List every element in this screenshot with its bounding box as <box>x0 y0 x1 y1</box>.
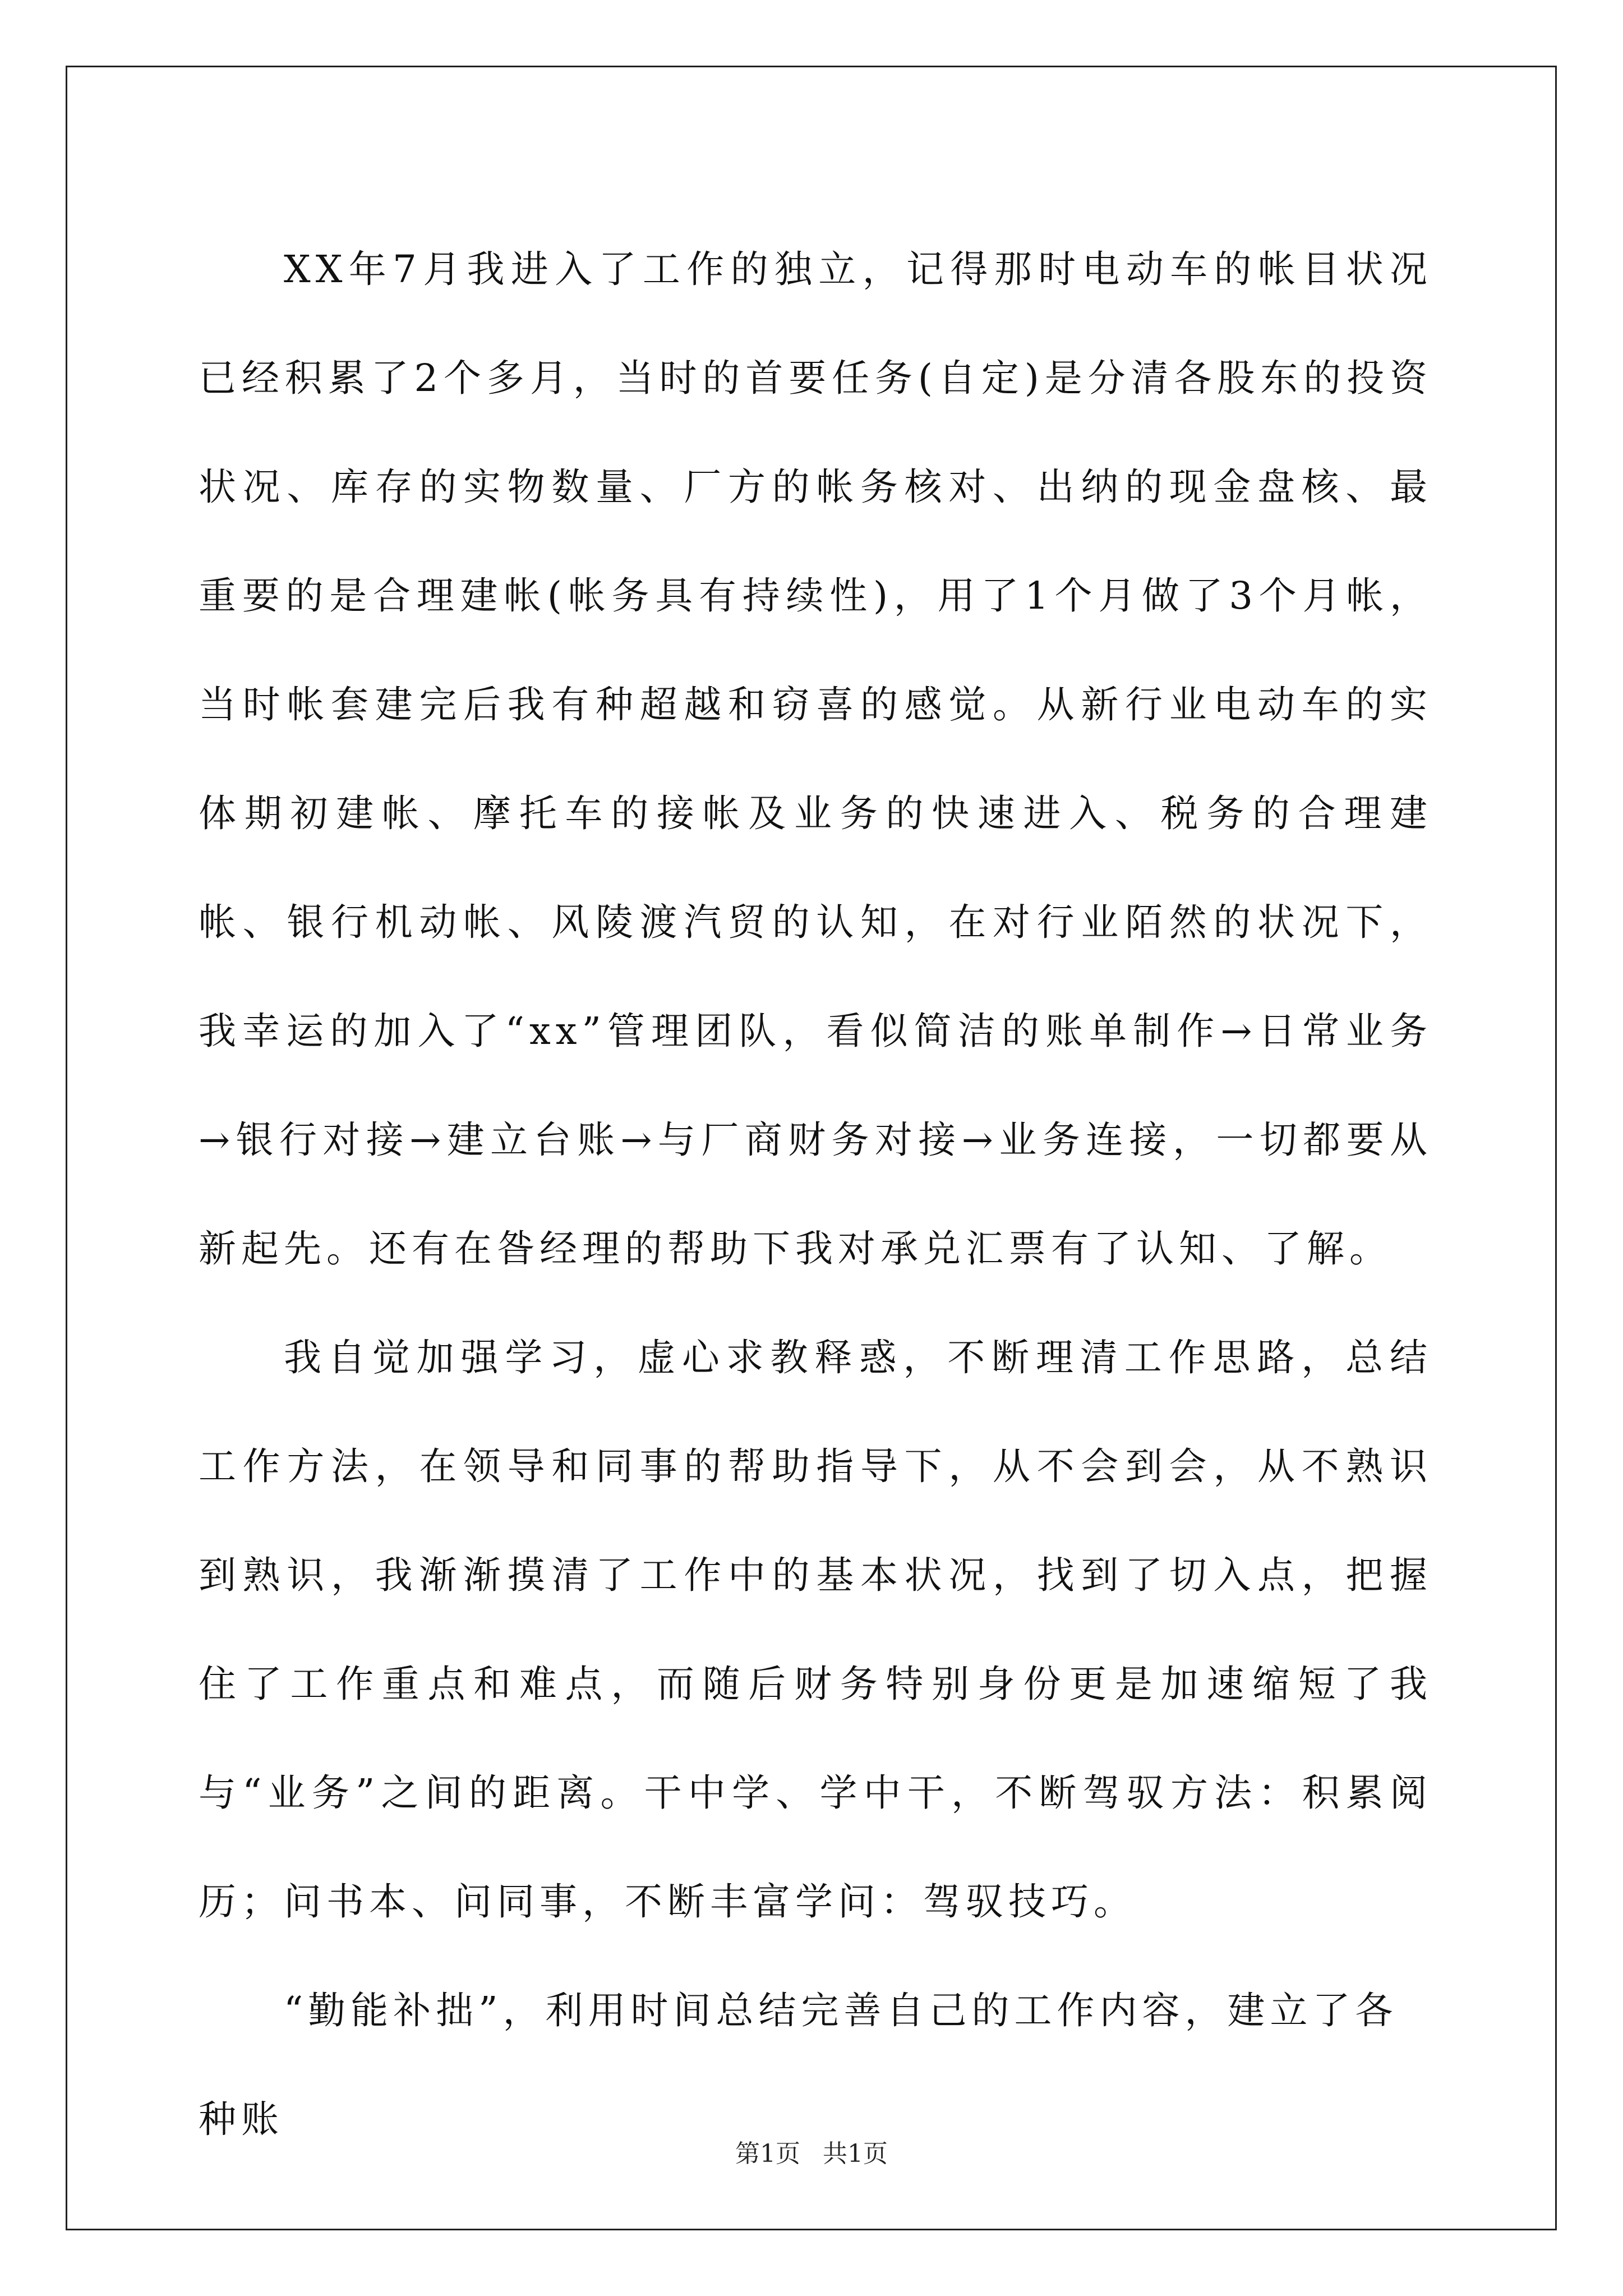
page-number: 第1页 <box>735 2139 800 2168</box>
paragraph-3: “勤能补拙”，利用时间总结完善自己的工作内容，建立了各种账 <box>199 1989 1398 2141</box>
paragraph-2: 我自觉加强学习，虚心求教释惑，不断理清工作思路，总结工作方法，在领导和同事的帮助指导下，从不会到会，从不熟识到熟识，我渐渐摸清了工作中的基本状况，找到了切入点，把握住了工作重点和难点，而随后财务特别身份更是加速缩短了我与“业务”之间的距离。干中学、学中干，不断驾驭方法：积累阅历；问书本、问同事，不断丰富学问：驾驭技巧。 <box>199 1336 1432 1924</box>
paragraph-1: XX年7月我进入了工作的独立，记得那时电动车的帐目状况已经积累了2个多月，当时的首要任务(自定)是分清各股东的投资状况、库存的实物数量、厂方的帐务核对、出纳的现金盘核、最重要的是合理建帐(帐务具有持续性)，用了1个月做了3个月帐，当时帐套建完后我有种超越和窃喜的感觉。从新行业电动车的实体期初建帐、摩托车的接帐及业务的快速进入、税务的合理建帐、银行机动帐、风陵渡汽贸的认知，在对行业陌然的状况下，我幸运的加入了“xx”管理团队，看似简洁的账单制作→日常业务→银行对接→建立台账→与厂商财务对接→业务连接，一切都要从新起先。还有在昝经理的帮助下我对承兑汇票有了认知、了解。 <box>199 247 1432 1271</box>
document-body <box>199 215 1432 2174</box>
page-total: 共1页 <box>823 2139 888 2168</box>
page-footer <box>0 2137 1623 2171</box>
